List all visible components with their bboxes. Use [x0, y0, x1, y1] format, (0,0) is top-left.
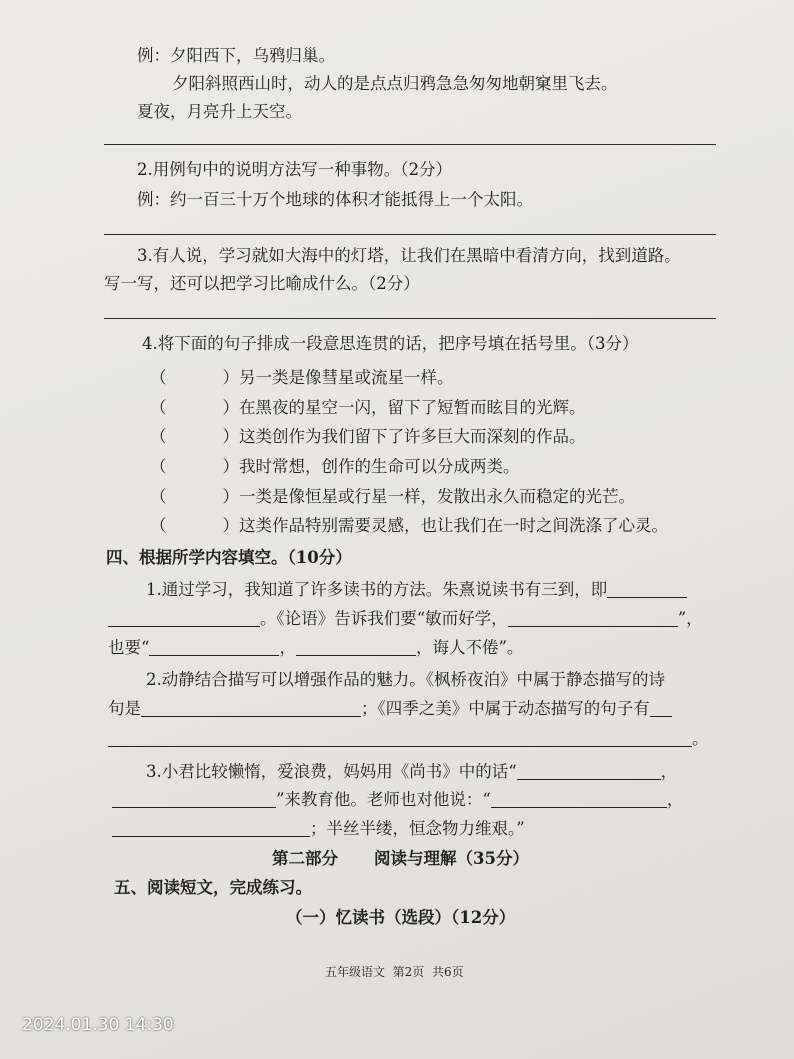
order-paren[interactable]: （ ）	[150, 368, 239, 387]
list-item	[150, 455, 520, 479]
question-3-line2: 写一写，还可以把学习比喻成什么。（2分）	[104, 274, 420, 293]
sentence-text: 一类是像恒星或行星一样，发散出永久而稳定的光芒。	[239, 487, 635, 506]
fill-1-line3: 也要“ ， ，诲人不倦”。	[108, 638, 524, 657]
fill-blank[interactable]	[108, 608, 260, 627]
list-item	[150, 485, 635, 509]
fill-blank[interactable]	[491, 789, 667, 808]
fill-2-line3: 。	[108, 727, 709, 751]
sentence-text: 我时常想，创作的生命可以分成两类。	[239, 457, 520, 476]
list-item	[150, 425, 586, 449]
fill-blank[interactable]	[108, 728, 692, 747]
answer-line[interactable]	[104, 144, 716, 145]
fill-blank[interactable]	[508, 608, 678, 627]
sentence-text: 这类作品特别需要灵感，也让我们在一时之间洗涤了心灵。	[239, 516, 668, 535]
question-3-line1: 3.有人说，学习就如大海中的灯塔，让我们在黑暗中看清方向，找到道路。	[137, 246, 681, 265]
example-expansion: 夕阳斜照西山时，动人的是点点归鸦急急匆匆地朝窠里飞去。	[172, 74, 618, 93]
section-5-heading: 五、阅读短文，完成练习。	[114, 878, 312, 897]
exercise-prompt: 夏夜，月亮升上天空。	[137, 102, 302, 121]
fill-3-line1: 3.小君比较懒惰，爱浪费，妈妈用《尚书》中的话“ ，	[146, 762, 678, 781]
fill-blank[interactable]	[141, 698, 361, 717]
list-item	[150, 366, 454, 390]
section-4-heading: 四、根据所学内容填空。（10分）	[106, 548, 352, 567]
fill-blank[interactable]	[112, 789, 276, 808]
order-paren[interactable]: （ ）	[150, 398, 239, 417]
sentence-text: 这类创作为我们留下了许多巨大而深刻的作品。	[239, 427, 586, 446]
photo-timestamp: 2024.01.30 14:30	[22, 1015, 174, 1035]
order-paren[interactable]: （ ）	[150, 457, 239, 476]
order-paren[interactable]: （ ）	[150, 427, 239, 446]
question-2-example: 例：约一百三十万个地球的体积才能抵得上一个太阳。	[137, 190, 533, 209]
question-2: 2.用例句中的说明方法写一种事物。（2分）	[137, 160, 452, 179]
order-paren[interactable]: （ ）	[150, 516, 239, 535]
list-item	[150, 396, 586, 420]
order-paren[interactable]: （ ）	[150, 487, 239, 506]
part-2-title: 第二部分 阅读与理解（35分）	[272, 849, 529, 868]
fill-2-line1: 2.动静结合描写可以增强作品的魅力。《枫桥夜泊》中属于静态描写的诗	[146, 670, 665, 689]
example-label: 例：夕阳西下，乌鸦归巢。	[137, 46, 335, 65]
question-4: 4.将下面的句子排成一段意思连贯的话，把序号填在括号里。（3分）	[142, 334, 639, 353]
fill-blank[interactable]	[517, 761, 661, 780]
fill-blank[interactable]	[149, 637, 279, 656]
answer-line[interactable]	[104, 234, 716, 235]
fill-3-line3: ；半丝半缕，恒念物力维艰。”	[112, 817, 525, 841]
passage-title: （一）忆读书（选段）（12分）	[286, 908, 516, 927]
fill-2-line2: 句是 ；《四季之美》中属于动态描写的句子有	[108, 697, 672, 721]
fill-blank[interactable]	[112, 818, 310, 837]
fill-blank[interactable]	[296, 637, 416, 656]
sentence-text: 在黑夜的星空一闪，留下了短暂而眩目的光辉。	[239, 398, 586, 417]
sentence-text: 另一类是像彗星或流星一样。	[239, 368, 454, 387]
fill-1-line2: 。《论语》告诉我们要“敏而好学， ”，	[108, 607, 703, 631]
page-footer: 五年级语文 第2页 共6页	[325, 965, 464, 979]
list-item	[150, 514, 668, 538]
fill-3-line2: ”来教育他。老师也对他说：“ ，	[112, 788, 683, 812]
fill-blank[interactable]	[650, 698, 672, 717]
fill-1-line1: 1.通过学习，我知道了许多读书的方法。朱熹说读书有三到，即	[146, 578, 687, 602]
fill-blank[interactable]	[607, 579, 687, 598]
answer-line[interactable]	[104, 318, 716, 319]
